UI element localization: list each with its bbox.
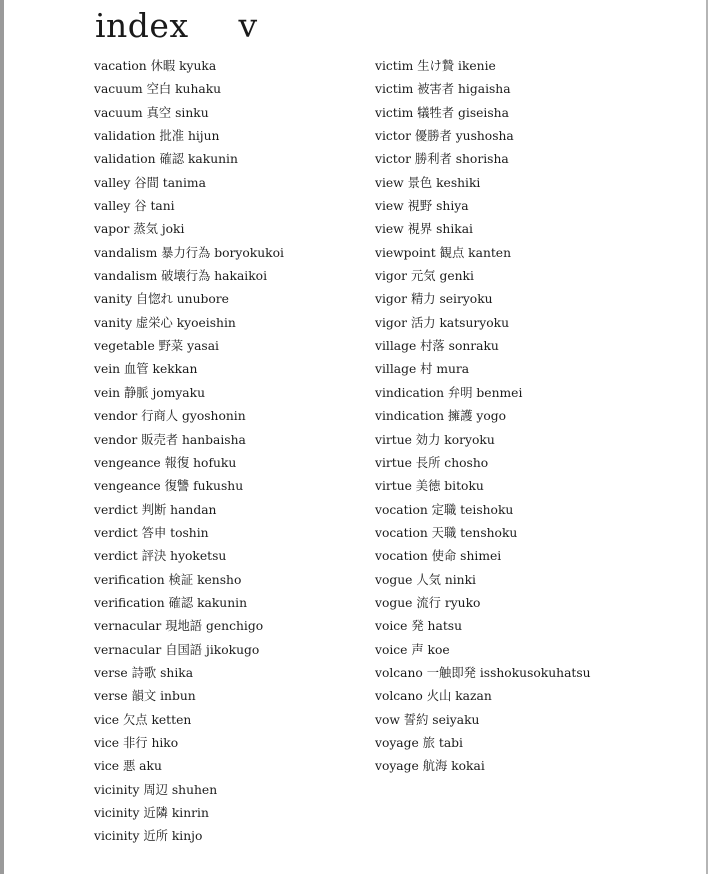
index-entry: vow 誓約 seiyaku [375, 712, 480, 727]
index-entry: vigor 元気 genki [375, 269, 474, 284]
index-entry: vocation 天職 tenshoku [375, 525, 518, 540]
index-entry: village 村落 sonraku [375, 339, 499, 354]
index-entry: verdict 答申 toshin [94, 525, 209, 540]
index-entry: vanity 虚栄心 kyoeishin [94, 315, 236, 330]
index-entry: viewpoint 観点 kanten [375, 245, 512, 260]
index-entry: vicinity 近所 kinjo [94, 829, 203, 844]
index-entry: vice 非行 hiko [94, 735, 179, 750]
page-title: index v [95, 6, 258, 45]
index-entry: vicinity 周辺 shuhen [94, 782, 218, 797]
index-entry: voice 発 hatsu [375, 619, 462, 634]
index-entry: vigor 精力 seiryoku [375, 292, 493, 307]
index-entry: vicinity 近隣 kinrin [94, 806, 209, 820]
index-entry: vandalism 暴力行為 boryokukoi [94, 245, 284, 260]
index-column-right [375, 55, 695, 779]
index-entry: victor 優勝者 yushosha [375, 129, 514, 144]
index-entry: view 視界 shikai [375, 222, 473, 237]
index-entry: vegetable 野菜 yasai [94, 339, 219, 354]
index-entry: verification 検証 kensho [94, 572, 242, 587]
index-entry: vapor 蒸気 joki [94, 222, 185, 237]
index-entry: view 景色 keshiki [375, 175, 481, 190]
index-column-left [94, 55, 369, 849]
index-entry: vigor 活力 katsuryoku [375, 315, 509, 330]
index-entry: vengeance 復讐 fukushu [94, 479, 244, 494]
index-entry: victim 犠牲者 giseisha [375, 105, 509, 120]
index-entry: vernacular 自国語 jikokugo [94, 642, 260, 657]
index-entry: vocation 使命 shimei [375, 549, 502, 564]
page-left-edge [0, 0, 4, 874]
index-entry: victor 勝利者 shorisha [375, 152, 509, 167]
index-entry: validation 批准 hijun [94, 129, 220, 144]
index-entry: vacation 休暇 kyuka [94, 59, 217, 73]
index-entry: vanity 自惚れ unubore [94, 292, 229, 307]
index-entry: vice 欠点 ketten [94, 712, 192, 727]
index-entry: victim 被害者 higaisha [375, 82, 511, 97]
index-entry: voyage 航海 kokai [375, 759, 485, 774]
index-entry: volcano 火山 kazan [375, 689, 492, 704]
index-entry: vacuum 真空 sinku [94, 105, 209, 120]
index-entry: verse 詩歌 shika [94, 665, 194, 680]
index-entry: vocation 定職 teishoku [375, 502, 514, 517]
index-entry: virtue 美徳 bitoku [375, 479, 484, 494]
index-entry: vandalism 破壊行為 hakaikoi [94, 269, 267, 284]
index-entry: vendor 行商人 gyoshonin [94, 409, 246, 424]
index-entry: valley 谷 tani [94, 199, 175, 214]
index-entry: voice 声 koe [375, 642, 450, 657]
index-entry: vernacular 現地語 genchigo [94, 619, 264, 634]
index-entry: vogue 人気 ninki [375, 572, 476, 587]
index-entry: vindication 擁護 yogo [375, 409, 507, 424]
index-entry: virtue 効力 koryoku [375, 432, 495, 447]
index-entry: validation 確認 kakunin [94, 152, 238, 167]
index-entry: vendor 販売者 hanbaisha [94, 432, 246, 447]
index-entry: vice 悪 aku [94, 759, 162, 774]
index-entry: vacuum 空白 kuhaku [94, 82, 222, 97]
index-entry: verdict 評決 hyoketsu [94, 549, 227, 564]
index-entry: vein 静脈 jomyaku [94, 385, 206, 400]
index-entry: vogue 流行 ryuko [375, 595, 481, 610]
index-entry: village 村 mura [375, 362, 470, 377]
index-entry: vein 血管 kekkan [94, 362, 198, 377]
index-entry: voyage 旅 tabi [375, 735, 463, 750]
index-entry: vindication 弁明 benmei [375, 385, 523, 400]
index-entry: vengeance 報復 hofuku [94, 455, 237, 470]
index-entry: volcano 一触即発 isshokusokuhatsu [375, 665, 591, 680]
index-entry: virtue 長所 chosho [375, 455, 489, 470]
index-entry: view 視野 shiya [375, 199, 469, 214]
index-entry: valley 谷間 tanima [94, 175, 206, 190]
index-entry: verification 確認 kakunin [94, 595, 247, 610]
index-entry: victim 生け贄 ikenie [375, 59, 496, 73]
index-entry: verdict 判断 handan [94, 502, 217, 517]
index-entry: verse 韻文 inbun [94, 689, 196, 704]
